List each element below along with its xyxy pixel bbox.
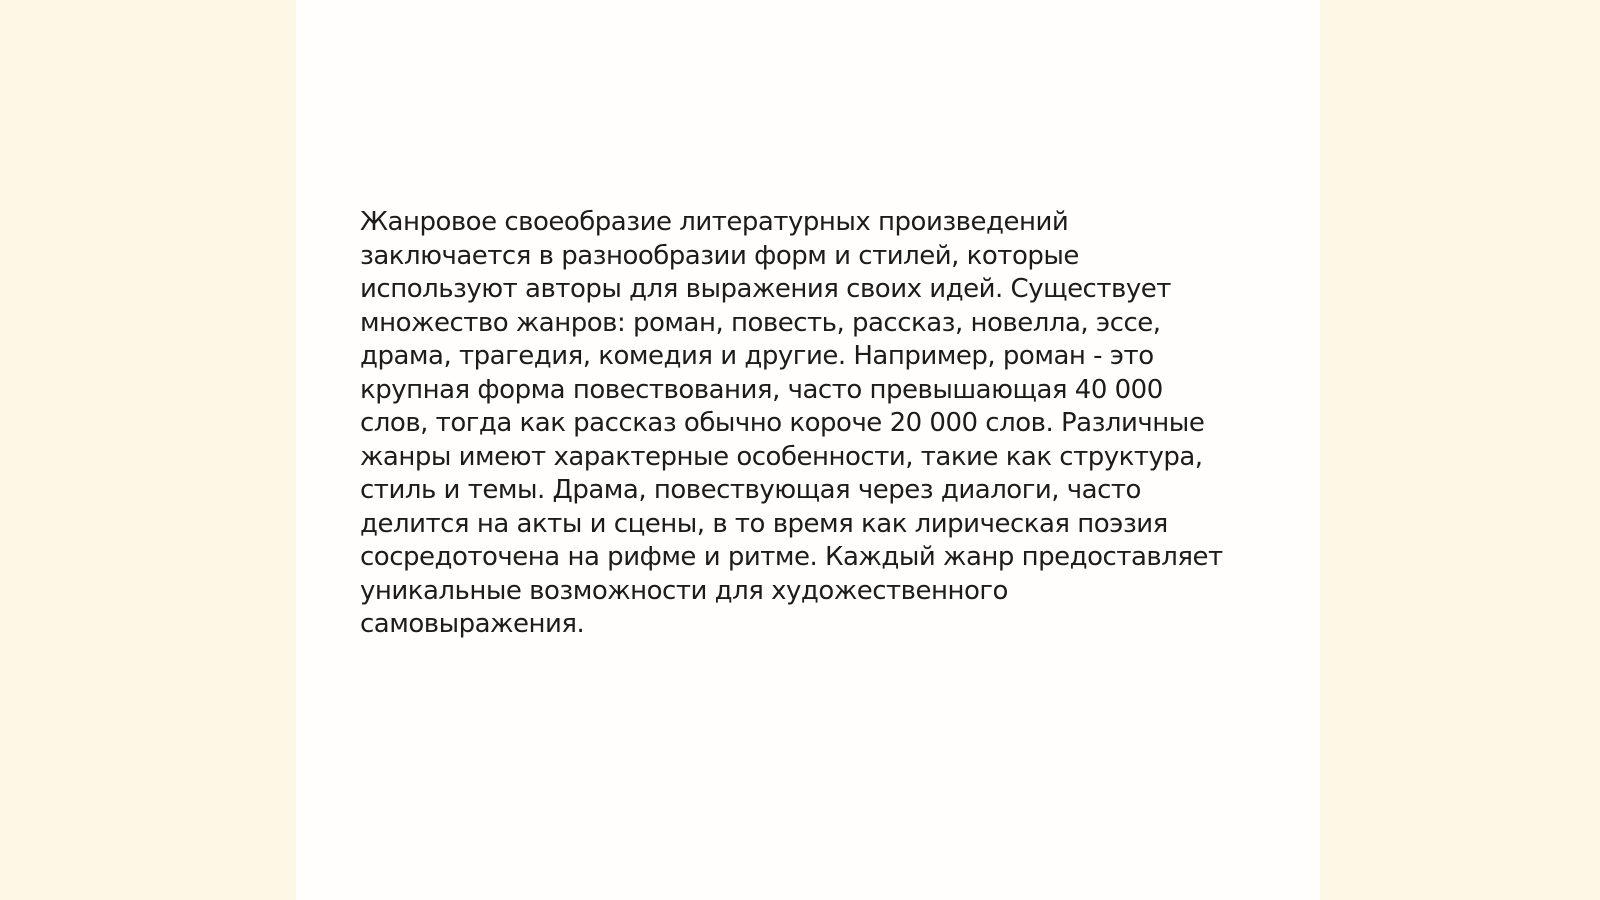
paragraph-line: стиль и темы. Драма, повествующая через диалоги, часто xyxy=(360,475,1141,505)
paragraph-line: используют авторы для выражения своих идей. Существует xyxy=(360,274,1171,304)
paragraph-line: самовыражения. xyxy=(360,609,585,639)
paragraph-line: слов, тогда как рассказ обычно короче 20 000 слов. Различные xyxy=(360,408,1205,438)
right-margin-panel xyxy=(1320,0,1600,900)
paragraph-line: множество жанров: роман, повесть, рассказ, новелла, эссе, xyxy=(360,307,1161,338)
paragraph-line: сосредоточена на рифме и ритме. Каждый жанр предоставляет xyxy=(360,542,1223,572)
body-paragraph xyxy=(360,206,1260,642)
paragraph-line: крупная форма повествования, часто превышающая 40 000 xyxy=(360,374,1163,405)
document-page xyxy=(296,0,1320,900)
paragraph-line: Жанровое своеобразие литературных произведений xyxy=(360,207,1069,237)
paragraph-line: уникальные возможности для художественного xyxy=(360,575,1008,606)
paragraph-line: жанры имеют характерные особенности, такие как структура, xyxy=(360,441,1203,472)
left-margin-panel xyxy=(0,0,296,900)
paragraph-line: драма, трагедия, комедия и другие. Например, роман - это xyxy=(360,341,1154,371)
paragraph-line: заключается в разнообразии форм и стилей, которые xyxy=(360,240,1079,271)
paragraph-line: делится на акты и сцены, в то время как лирическая поэзия xyxy=(360,508,1168,539)
